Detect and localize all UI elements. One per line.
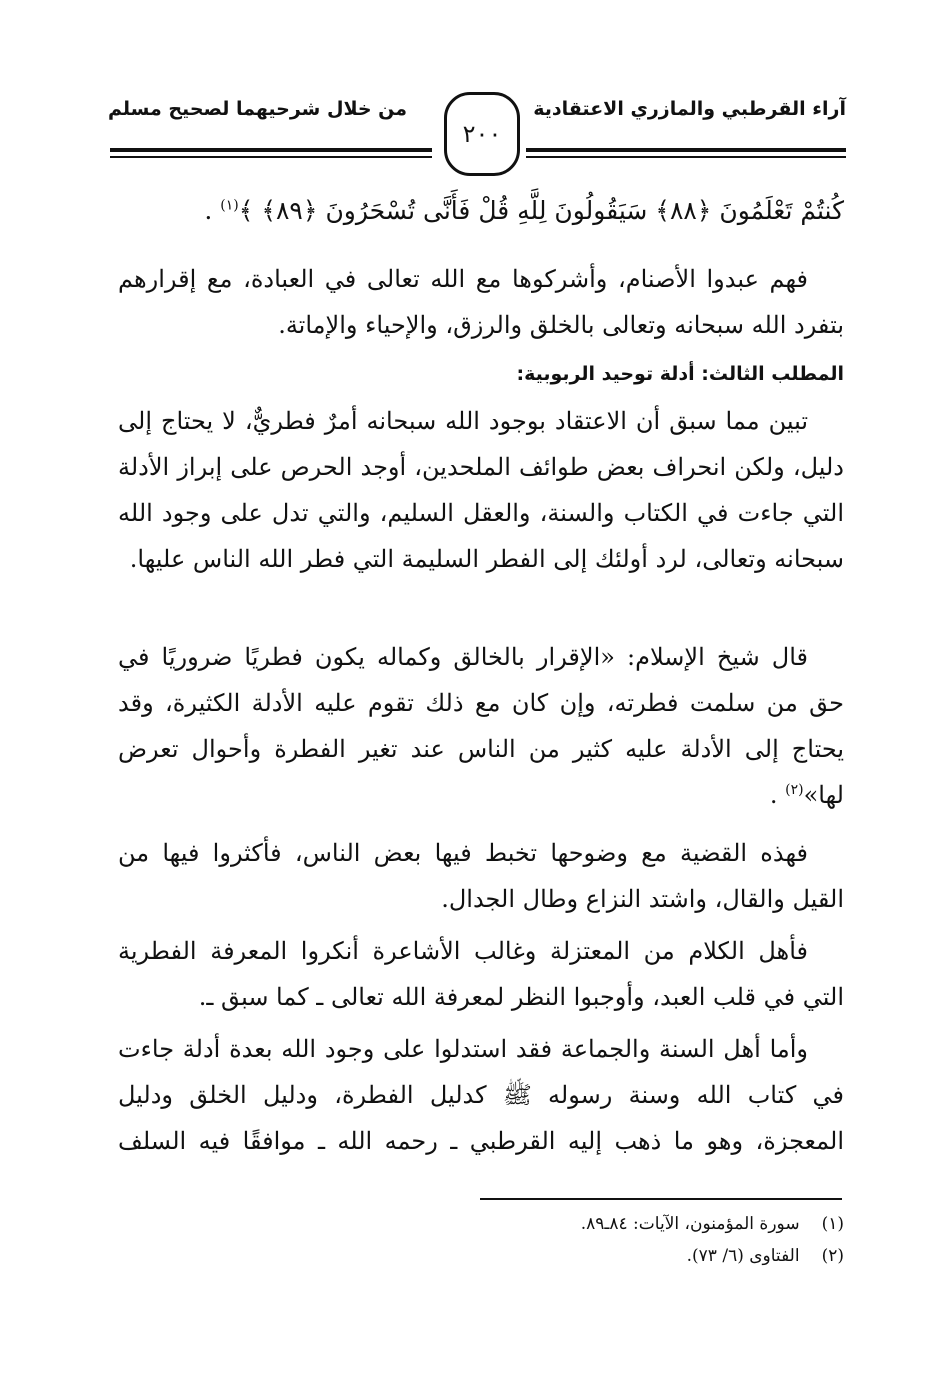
verse-text: كُنتُمْ تَعْلَمُونَ ﴿٨٨﴾ سَيَقُولُونَ لِلَّهِ قُلْ فَأَنَّى تُسْحَرُونَ ﴿٨٩﴾ ﴾: [238, 196, 844, 225]
verse-end: .: [204, 196, 221, 225]
section-heading-block: [118, 354, 844, 394]
page-number: ٢٠٠: [444, 92, 520, 176]
paragraph-6: وأما أهل السنة والجماعة فقد استدلوا على وجود الله بعدة أدلة جاءت في كتاب الله وسنة رسوله ﷺ كدليل الفطرة، ودليل الخلق ودليل المعجزة، وهو ما ذهب إليه القرطبي ـ رحمه الله ـ موافقًا فيه السلف: [118, 1035, 844, 1155]
paragraph-2: تبين مما سبق أن الاعتقاد بوجود الله سبحانه أمرٌ فطريٌّ، لا يحتاج إلى دليل، ولكن انحراف بعض طوائف الملحدين، أوجد الحرص على إبراز الأدلة التي جاءت في الكتاب والسنة، والعقل السليم، والتي تدل على وجود الله سبحانه وتعالى، لرد أولئك إلى الفطر السليمة التي فطر الله الناس عليها.: [118, 407, 845, 573]
footnote-ref-2: (٢): [785, 782, 804, 798]
footnote-text: الفتاوى (٦/ ٧٣).: [686, 1246, 800, 1266]
paragraph-5: فأهل الكلام من المعتزلة وغالب الأشاعرة أنكروا المعرفة الفطرية التي في قلب العبد، وأوجبوا النظر لمعرفة الله تعالى ـ كما سبق ـ.: [118, 937, 844, 1011]
footnote-separator: [480, 1198, 842, 1200]
footnote-item: [384, 1208, 844, 1240]
footnote-text: سورة المؤمنون، الآيات: ٨٤ـ٨٩.: [580, 1214, 800, 1234]
paragraph-1: فهم عبدوا الأصنام، وأشركوها مع الله تعالى في العبادة، مع إقرارهم بتفرد الله سبحانه وتعالى بالخلق والرزق، والإحياء والإماتة.: [118, 265, 844, 339]
header-rule-left-thin: [110, 156, 432, 158]
footnote-mark: (٢): [821, 1246, 844, 1266]
quote-end: .: [769, 781, 778, 809]
footnote-ref-1: (١): [220, 197, 239, 214]
paragraph-6-block: [118, 1026, 844, 1164]
paragraph-5-block: [118, 928, 844, 1020]
header-rule-right-thin: [526, 156, 846, 158]
paragraph-3-block: [118, 634, 844, 818]
paragraph-3: [118, 634, 844, 818]
running-title-left: من خلال شرحيهما لصحيح مسلم: [108, 98, 408, 120]
footnote-item: [384, 1240, 844, 1272]
paragraph-4: فهذه القضية مع وضوحها تخبط فيها بعض الناس، فأكثروا فيها من القيل والقال، واشتد النزاع وطال الجدال.: [118, 839, 844, 913]
paragraph-1-block: [118, 256, 844, 348]
running-title-right: آراء القرطبي والمازري الاعتقادية: [533, 98, 846, 120]
footnote-mark: (١): [821, 1214, 844, 1234]
header-rule-left: [110, 148, 432, 152]
header-rule-right: [526, 148, 846, 152]
quran-verse-line: [204, 186, 844, 236]
paragraph-2-block: [118, 398, 844, 582]
footnotes: [384, 1208, 844, 1272]
paragraph-4-block: [118, 830, 844, 922]
quote-text: قال شيخ الإسلام: «الإقرار بالخالق وكماله يكون فطريًا ضروريًا في حق من سلمت فطرته، وإن كان مع ذلك تقوم عليه الأدلة الكثيرة، وقد يحتاج إلى الأدلة عليه كثير من الناس عند تغير الفطرة وأحوال تعرض لها»: [118, 643, 844, 809]
section-heading: المطلب الثالث: أدلة توحيد الربوبية:: [516, 363, 844, 385]
